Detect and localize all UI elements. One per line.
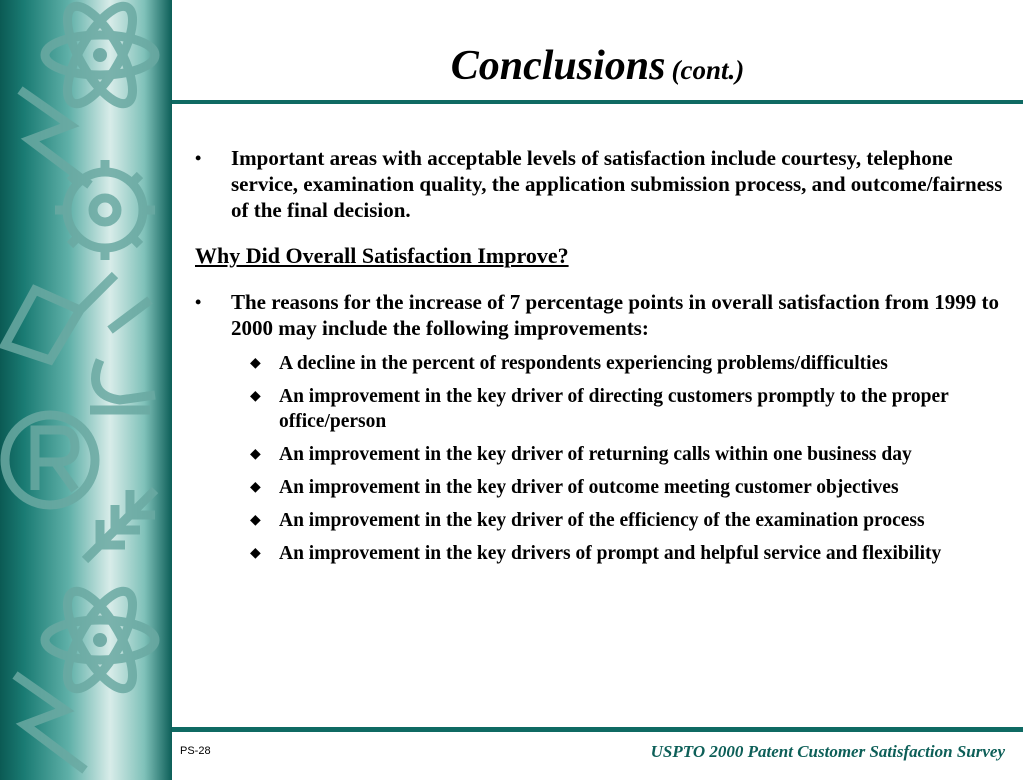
list-item [250,351,1013,376]
diamond-icon: ◆ [250,513,261,528]
list-item [250,541,1013,566]
list-item [250,508,1013,533]
title-divider [172,100,1023,104]
list-item-text: An improvement in the key driver of outcome meeting customer objectives [279,477,899,498]
footer-title: USPTO 2000 Patent Customer Satisfaction Survey [650,742,1005,761]
list-item-text: An improvement in the key drivers of prompt and helpful service and flexibility [279,543,942,564]
page-number: PS-28 [180,745,211,757]
microscope-icon [90,300,155,410]
improvements-list [195,351,1013,566]
section-heading: Why Did Overall Satisfaction Improve? [195,243,569,268]
diamond-icon: ◆ [250,546,261,561]
flask-icon [5,275,115,360]
diamond-icon: ◆ [250,389,261,404]
title-main: Conclusions [450,43,666,89]
bullet-icon: • [195,292,202,312]
list-item-text: An improvement in the key driver of directing customers promptly to the proper office/person [279,386,949,432]
list-item [250,475,1013,500]
bullet-text: Important areas with acceptable levels of satisfaction include courtesy, telephone service, examination quality, the application submission process, and outcome/fairness of the final decision. [231,146,1003,222]
list-item-text: A decline in the percent of respondents experiencing problems/difficulties [279,353,888,374]
bullet-item [195,145,1013,223]
title-suffix: (cont.) [671,55,745,85]
list-item-text: An improvement in the key driver of the efficiency of the examination process [279,510,925,531]
bullet-icon: • [195,148,202,168]
sidebar-emblems [0,0,172,780]
slide-content [195,145,1013,574]
registered-icon [5,415,95,505]
footer-divider [172,727,1023,732]
bullet-text: The reasons for the increase of 7 percentage points in overall satisfaction from 1999 to 2000 may include the following improvements: [231,290,999,340]
bullet-item [195,289,1013,341]
list-item [250,442,1013,467]
wheat-icon [85,490,155,560]
list-item-text: An improvement in the key driver of returning calls within one business day [279,444,912,465]
page-title [172,42,1023,90]
gear-icon [55,160,155,260]
diamond-icon: ◆ [250,480,261,495]
diamond-icon: ◆ [250,356,261,371]
list-item [250,384,1013,434]
diamond-icon: ◆ [250,447,261,462]
decorative-sidebar [0,0,172,780]
